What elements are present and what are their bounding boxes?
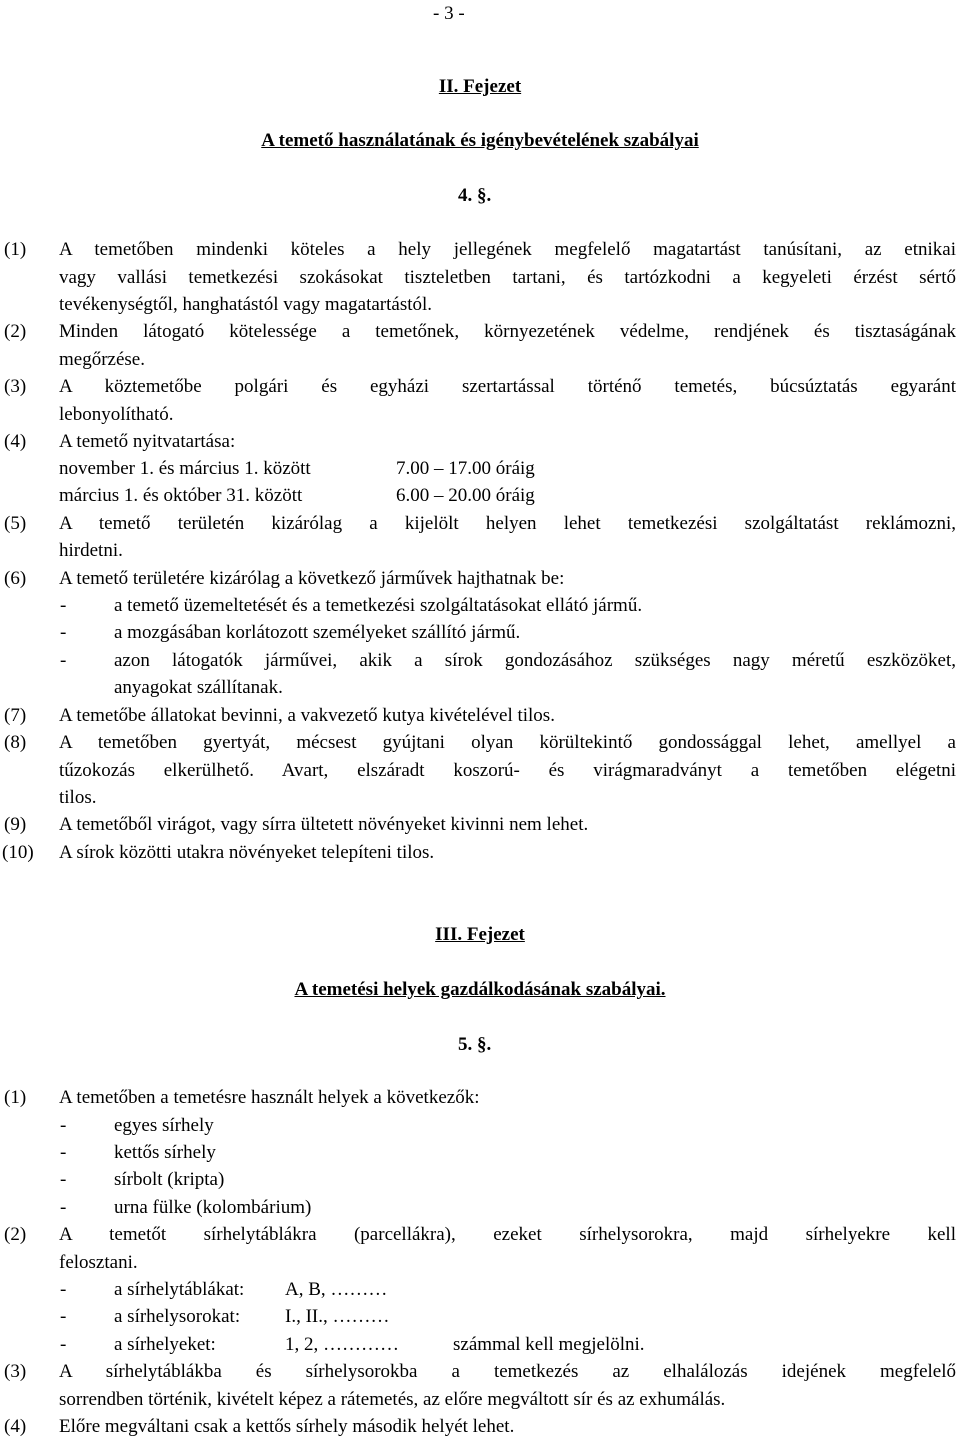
paragraph-text: A temetőbe állatokat bevinni, a vakvezető kutya kivételével tilos. (59, 705, 555, 726)
list-item-label: a sírhelytáblákat: (114, 1279, 245, 1300)
paragraph-text: tevékenységtől, hanghatástól vagy magatartástól. (59, 294, 433, 315)
opening-time: 6.00 – 20.00 óráig (396, 485, 535, 506)
opening-period: november 1. és március 1. között (59, 458, 311, 479)
paragraph-text: A sírok közötti utakra növényeket telepíteni tilos. (59, 842, 435, 863)
section-number: 5. §. (458, 1034, 492, 1055)
paragraph-text: A temetőben a temetésre használt helyek a következők: (59, 1087, 480, 1108)
paragraph-text: hirdetni. (59, 540, 123, 561)
paragraph-number: (3) (4, 376, 27, 397)
paragraph-number: (7) (4, 705, 27, 726)
list-item: egyes sírhely (114, 1115, 214, 1136)
list-dash: - (60, 1279, 67, 1300)
list-item: kettős sírhely (114, 1142, 216, 1163)
list-item: sírbolt (kripta) (114, 1169, 225, 1190)
list-dash: - (60, 1334, 67, 1355)
opening-period: március 1. és október 31. között (59, 485, 303, 506)
paragraph-number: (1) (4, 239, 27, 260)
paragraph-text: lebonyolítható. (59, 404, 174, 425)
list-dash: - (60, 1169, 67, 1190)
paragraph-number: (5) (4, 513, 27, 534)
paragraph-number: (4) (4, 431, 27, 452)
chapter-heading: III. Fejezet (435, 924, 525, 945)
chapter-title: A temetési helyek gazdálkodásának szabályai. (294, 979, 666, 1000)
list-dash: - (60, 650, 67, 671)
chapter-title: A temető használatának és igénybevételének szabályai (261, 130, 699, 151)
paragraph-number: (9) (4, 814, 27, 835)
list-item: a temető üzemeltetését és a temetkezési szolgáltatásokat ellátó jármű. (114, 595, 643, 616)
paragraph-number: (8) (4, 732, 27, 753)
paragraph-number: (10) (2, 842, 34, 863)
list-dash: - (60, 1197, 67, 1218)
list-item-value: A, B, ……… (285, 1279, 388, 1300)
list-item-value: I., II., ……… (285, 1306, 390, 1327)
list-item: urna fülke (kolombárium) (114, 1197, 312, 1218)
list-dash: - (60, 1306, 67, 1327)
list-dash: - (60, 1115, 67, 1136)
paragraph-number: (6) (4, 568, 27, 589)
paragraph-number: (3) (4, 1361, 27, 1382)
paragraph-text: Előre megváltani csak a kettős sírhely második helyét lehet. (59, 1416, 515, 1437)
opening-time: 7.00 – 17.00 óráig (396, 458, 535, 479)
paragraph-text: A temető területére kizárólag a következő járművek hajthatnak be: (59, 568, 565, 589)
paragraph-text: A sírhelytáblákba és sírhelysorokba a temetkezés az elhalálozás idejének megfelelő (59, 1361, 956, 1382)
paragraph-text: A temető nyitvatartása: (59, 431, 236, 452)
paragraph-text: A temetőt sírhelytáblákra (parcellákra), ezeket sírhelysorokra, majd sírhelyekre kell (59, 1224, 956, 1245)
list-item-label: a sírhelysorokat: (114, 1306, 241, 1327)
section-number: 4. §. (458, 185, 492, 206)
paragraph-text: tűzokozás elkerülhető. Avart, elszáradt koszorú- és virágmaradványt a temetőben elégetni (59, 760, 956, 781)
list-item-text: számmal kell megjelölni. (453, 1334, 645, 1355)
list-item-value: 1, 2, ………… (285, 1334, 399, 1355)
list-item: azon látogatók járművei, akik a sírok gondozásához szükséges nagy méretű eszközöket, (114, 650, 956, 671)
paragraph-number: (4) (4, 1416, 27, 1437)
page-number: - 3 - (433, 3, 465, 24)
paragraph-text: A temetőben gyertyát, mécsest gyújtani olyan körültekintő gondossággal lehet, amellyel a (59, 732, 956, 753)
paragraph-text: Minden látogató kötelessége a temetőnek, környezetének védelme, rendjének és tisztaságának (59, 321, 956, 342)
list-item: anyagokat szállítanak. (114, 677, 283, 698)
list-dash: - (60, 1142, 67, 1163)
paragraph-number: (2) (4, 1224, 27, 1245)
paragraph-text: A temetőből virágot, vagy sírra ültetett növényeket kivinni nem lehet. (59, 814, 589, 835)
paragraph-text: tilos. (59, 787, 97, 808)
paragraph-text: A temető területén kizárólag a kijelölt helyen lehet temetkezési szolgáltatást reklámozni, (59, 513, 956, 534)
list-item: a mozgásában korlátozott személyeket szállító jármű. (114, 622, 521, 643)
chapter-heading: II. Fejezet (438, 76, 522, 97)
paragraph-text: megőrzése. (59, 349, 145, 370)
paragraph-text: sorrendben történik, kivételt képez a rátemetés, az előre megváltott sír és az exhumálás. (59, 1389, 726, 1410)
paragraph-number: (1) (4, 1087, 27, 1108)
paragraph-text: vagy vallási temetkezési szokásokat tiszteletben tartani, és tartózkodni a kegyeleti érzést sértő (59, 267, 956, 288)
paragraph-text: A temetőben mindenki köteles a hely jellegének megfelelő magatartást tanúsítani, az etnikai (59, 239, 956, 260)
paragraph-text: A köztemetőbe polgári és egyházi szertartással történő temetés, búcsúztatás egyaránt (59, 376, 956, 397)
list-dash: - (60, 595, 67, 616)
paragraph-text: felosztani. (59, 1252, 138, 1273)
list-item-label: a sírhelyeket: (114, 1334, 216, 1355)
paragraph-number: (2) (4, 321, 27, 342)
list-dash: - (60, 622, 67, 643)
